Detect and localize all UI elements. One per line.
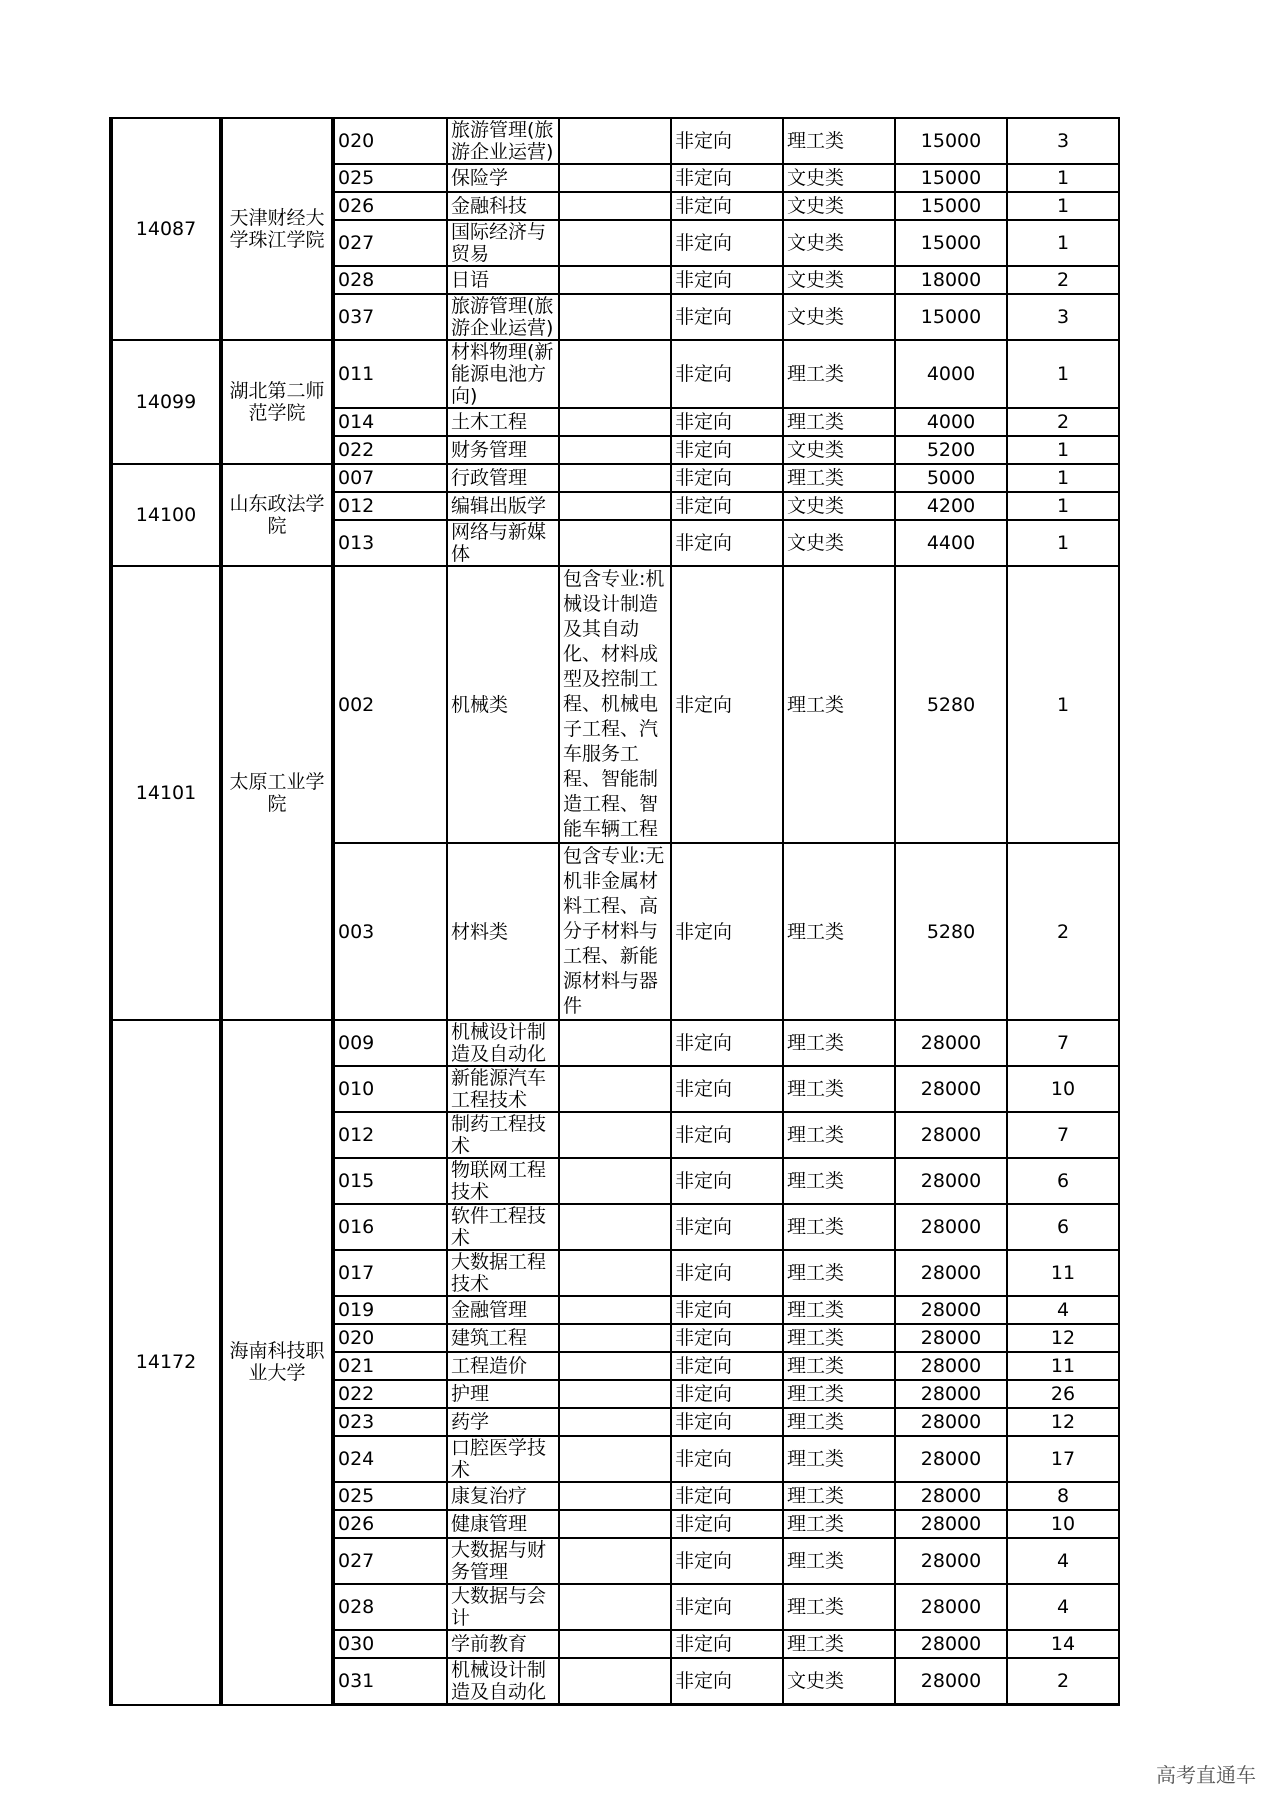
university-name-cell: 天津财经大学珠江学院 bbox=[221, 118, 333, 340]
enrollment-type-cell: 非定向 bbox=[671, 1296, 783, 1324]
plan-count-cell: 2 bbox=[1007, 408, 1119, 436]
subject-category-cell: 理工类 bbox=[783, 1584, 895, 1630]
tuition-fee-cell: 28000 bbox=[895, 1482, 1007, 1510]
major-name-cell: 网络与新媒体 bbox=[447, 520, 559, 566]
major-code-cell: 013 bbox=[333, 520, 447, 566]
major-code-cell: 016 bbox=[333, 1204, 447, 1250]
major-name-cell: 旅游管理(旅游企业运营) bbox=[447, 294, 559, 340]
major-note-cell bbox=[559, 1066, 671, 1112]
plan-count-cell: 7 bbox=[1007, 1020, 1119, 1066]
university-name-cell: 海南科技职业大学 bbox=[221, 1020, 333, 1705]
major-name-cell: 金融管理 bbox=[447, 1296, 559, 1324]
major-name-cell: 护理 bbox=[447, 1380, 559, 1408]
tuition-fee-cell: 15000 bbox=[895, 220, 1007, 266]
enrollment-type-cell: 非定向 bbox=[671, 1510, 783, 1538]
major-code-cell: 026 bbox=[333, 1510, 447, 1538]
major-name-cell: 软件工程技术 bbox=[447, 1204, 559, 1250]
university-code-cell: 14172 bbox=[111, 1020, 221, 1705]
major-code-cell: 007 bbox=[333, 464, 447, 492]
subject-category-cell: 文史类 bbox=[783, 436, 895, 464]
subject-category-cell: 理工类 bbox=[783, 1112, 895, 1158]
major-code-cell: 015 bbox=[333, 1158, 447, 1204]
enrollment-type-cell: 非定向 bbox=[671, 192, 783, 220]
major-code-cell: 009 bbox=[333, 1020, 447, 1066]
university-code-cell: 14087 bbox=[111, 118, 221, 340]
table-row bbox=[111, 1020, 1119, 1066]
major-name-cell: 行政管理 bbox=[447, 464, 559, 492]
major-code-cell: 024 bbox=[333, 1436, 447, 1482]
tuition-fee-cell: 18000 bbox=[895, 266, 1007, 294]
enrollment-type-cell: 非定向 bbox=[671, 1204, 783, 1250]
tuition-fee-cell: 28000 bbox=[895, 1658, 1007, 1705]
subject-category-cell: 理工类 bbox=[783, 1380, 895, 1408]
table-body bbox=[111, 118, 1119, 1705]
enrollment-type-cell: 非定向 bbox=[671, 1352, 783, 1380]
major-code-cell: 037 bbox=[333, 294, 447, 340]
university-name-cell: 山东政法学院 bbox=[221, 464, 333, 566]
plan-count-cell: 4 bbox=[1007, 1584, 1119, 1630]
major-note-cell bbox=[559, 266, 671, 294]
plan-count-cell: 6 bbox=[1007, 1204, 1119, 1250]
tuition-fee-cell: 5280 bbox=[895, 566, 1007, 843]
major-note-cell bbox=[559, 1204, 671, 1250]
major-note-cell bbox=[559, 520, 671, 566]
plan-count-cell: 14 bbox=[1007, 1630, 1119, 1658]
subject-category-cell: 文史类 bbox=[783, 164, 895, 192]
subject-category-cell: 文史类 bbox=[783, 192, 895, 220]
major-name-cell: 大数据工程技术 bbox=[447, 1250, 559, 1296]
table-row bbox=[111, 566, 1119, 843]
major-name-cell: 学前教育 bbox=[447, 1630, 559, 1658]
plan-count-cell: 26 bbox=[1007, 1380, 1119, 1408]
subject-category-cell: 文史类 bbox=[783, 520, 895, 566]
subject-category-cell: 文史类 bbox=[783, 220, 895, 266]
major-code-cell: 028 bbox=[333, 1584, 447, 1630]
subject-category-cell: 理工类 bbox=[783, 1250, 895, 1296]
enrollment-type-cell: 非定向 bbox=[671, 220, 783, 266]
plan-count-cell: 8 bbox=[1007, 1482, 1119, 1510]
tuition-fee-cell: 28000 bbox=[895, 1324, 1007, 1352]
tuition-fee-cell: 5280 bbox=[895, 843, 1007, 1020]
major-code-cell: 002 bbox=[333, 566, 447, 843]
enrollment-type-cell: 非定向 bbox=[671, 1436, 783, 1482]
enrollment-type-cell: 非定向 bbox=[671, 340, 783, 408]
tuition-fee-cell: 28000 bbox=[895, 1066, 1007, 1112]
major-note-cell bbox=[559, 1352, 671, 1380]
subject-category-cell: 理工类 bbox=[783, 1324, 895, 1352]
tuition-fee-cell: 28000 bbox=[895, 1204, 1007, 1250]
enrollment-type-cell: 非定向 bbox=[671, 266, 783, 294]
tuition-fee-cell: 5000 bbox=[895, 464, 1007, 492]
subject-category-cell: 理工类 bbox=[783, 1630, 895, 1658]
plan-count-cell: 3 bbox=[1007, 294, 1119, 340]
major-note-cell bbox=[559, 164, 671, 192]
plan-count-cell: 1 bbox=[1007, 520, 1119, 566]
tuition-fee-cell: 4400 bbox=[895, 520, 1007, 566]
subject-category-cell: 理工类 bbox=[783, 1066, 895, 1112]
enrollment-plan-table bbox=[109, 117, 1120, 1706]
plan-count-cell: 12 bbox=[1007, 1324, 1119, 1352]
major-name-cell: 旅游管理(旅游企业运营) bbox=[447, 118, 559, 164]
major-code-cell: 025 bbox=[333, 164, 447, 192]
major-code-cell: 027 bbox=[333, 1538, 447, 1584]
subject-category-cell: 理工类 bbox=[783, 1482, 895, 1510]
major-code-cell: 011 bbox=[333, 340, 447, 408]
major-note-cell bbox=[559, 220, 671, 266]
plan-count-cell: 11 bbox=[1007, 1352, 1119, 1380]
plan-count-cell: 1 bbox=[1007, 492, 1119, 520]
major-note-cell bbox=[559, 1510, 671, 1538]
major-note-cell bbox=[559, 1380, 671, 1408]
major-note-cell bbox=[559, 1112, 671, 1158]
subject-category-cell: 理工类 bbox=[783, 1510, 895, 1538]
tuition-fee-cell: 28000 bbox=[895, 1436, 1007, 1482]
subject-category-cell: 文史类 bbox=[783, 492, 895, 520]
major-name-cell: 土木工程 bbox=[447, 408, 559, 436]
major-code-cell: 012 bbox=[333, 1112, 447, 1158]
tuition-fee-cell: 28000 bbox=[895, 1380, 1007, 1408]
tuition-fee-cell: 15000 bbox=[895, 294, 1007, 340]
subject-category-cell: 理工类 bbox=[783, 1408, 895, 1436]
major-code-cell: 012 bbox=[333, 492, 447, 520]
plan-count-cell: 7 bbox=[1007, 1112, 1119, 1158]
major-name-cell: 物联网工程技术 bbox=[447, 1158, 559, 1204]
subject-category-cell: 理工类 bbox=[783, 1352, 895, 1380]
subject-category-cell: 理工类 bbox=[783, 464, 895, 492]
tuition-fee-cell: 28000 bbox=[895, 1538, 1007, 1584]
major-note-cell bbox=[559, 1538, 671, 1584]
major-note-cell bbox=[559, 1250, 671, 1296]
major-name-cell: 康复治疗 bbox=[447, 1482, 559, 1510]
plan-count-cell: 1 bbox=[1007, 192, 1119, 220]
plan-count-cell: 1 bbox=[1007, 164, 1119, 192]
major-name-cell: 财务管理 bbox=[447, 436, 559, 464]
table-row bbox=[111, 464, 1119, 492]
major-name-cell: 机械设计制造及自动化 bbox=[447, 1020, 559, 1066]
tuition-fee-cell: 28000 bbox=[895, 1584, 1007, 1630]
watermark-text: 高考直通车 bbox=[1156, 1763, 1256, 1787]
enrollment-type-cell: 非定向 bbox=[671, 164, 783, 192]
enrollment-type-cell: 非定向 bbox=[671, 1658, 783, 1705]
major-name-cell: 机械类 bbox=[447, 566, 559, 843]
major-code-cell: 019 bbox=[333, 1296, 447, 1324]
enrollment-type-cell: 非定向 bbox=[671, 408, 783, 436]
subject-category-cell: 理工类 bbox=[783, 340, 895, 408]
major-name-cell: 口腔医学技术 bbox=[447, 1436, 559, 1482]
tuition-fee-cell: 28000 bbox=[895, 1112, 1007, 1158]
major-code-cell: 028 bbox=[333, 266, 447, 294]
major-code-cell: 021 bbox=[333, 1352, 447, 1380]
enrollment-type-cell: 非定向 bbox=[671, 1250, 783, 1296]
major-code-cell: 017 bbox=[333, 1250, 447, 1296]
subject-category-cell: 理工类 bbox=[783, 1158, 895, 1204]
tuition-fee-cell: 28000 bbox=[895, 1250, 1007, 1296]
plan-count-cell: 1 bbox=[1007, 436, 1119, 464]
enrollment-type-cell: 非定向 bbox=[671, 436, 783, 464]
enrollment-type-cell: 非定向 bbox=[671, 1482, 783, 1510]
major-note-cell bbox=[559, 408, 671, 436]
enrollment-type-cell: 非定向 bbox=[671, 1066, 783, 1112]
enrollment-type-cell: 非定向 bbox=[671, 1408, 783, 1436]
major-note-cell bbox=[559, 1658, 671, 1705]
tuition-fee-cell: 4000 bbox=[895, 408, 1007, 436]
subject-category-cell: 理工类 bbox=[783, 408, 895, 436]
tuition-fee-cell: 28000 bbox=[895, 1020, 1007, 1066]
subject-category-cell: 理工类 bbox=[783, 1436, 895, 1482]
tuition-fee-cell: 5200 bbox=[895, 436, 1007, 464]
major-name-cell: 机械设计制造及自动化 bbox=[447, 1658, 559, 1705]
enrollment-type-cell: 非定向 bbox=[671, 1538, 783, 1584]
major-name-cell: 建筑工程 bbox=[447, 1324, 559, 1352]
major-name-cell: 保险学 bbox=[447, 164, 559, 192]
enrollment-type-cell: 非定向 bbox=[671, 1158, 783, 1204]
major-name-cell: 国际经济与贸易 bbox=[447, 220, 559, 266]
major-code-cell: 022 bbox=[333, 1380, 447, 1408]
plan-count-cell: 1 bbox=[1007, 220, 1119, 266]
major-name-cell: 材料物理(新能源电池方向) bbox=[447, 340, 559, 408]
major-note-cell bbox=[559, 1296, 671, 1324]
enrollment-type-cell: 非定向 bbox=[671, 1380, 783, 1408]
major-code-cell: 031 bbox=[333, 1658, 447, 1705]
subject-category-cell: 理工类 bbox=[783, 566, 895, 843]
enrollment-type-cell: 非定向 bbox=[671, 294, 783, 340]
major-note-cell bbox=[559, 192, 671, 220]
major-name-cell: 金融科技 bbox=[447, 192, 559, 220]
tuition-fee-cell: 28000 bbox=[895, 1158, 1007, 1204]
major-note-cell bbox=[559, 1408, 671, 1436]
university-code-cell: 14101 bbox=[111, 566, 221, 1020]
major-note-cell bbox=[559, 340, 671, 408]
enrollment-type-cell: 非定向 bbox=[671, 118, 783, 164]
major-name-cell: 大数据与财务管理 bbox=[447, 1538, 559, 1584]
plan-count-cell: 4 bbox=[1007, 1296, 1119, 1324]
major-code-cell: 010 bbox=[333, 1066, 447, 1112]
plan-count-cell: 1 bbox=[1007, 340, 1119, 408]
major-note-cell bbox=[559, 1482, 671, 1510]
major-code-cell: 014 bbox=[333, 408, 447, 436]
major-code-cell: 020 bbox=[333, 118, 447, 164]
major-note-cell bbox=[559, 464, 671, 492]
major-code-cell: 025 bbox=[333, 1482, 447, 1510]
enrollment-type-cell: 非定向 bbox=[671, 1112, 783, 1158]
major-code-cell: 020 bbox=[333, 1324, 447, 1352]
plan-count-cell: 6 bbox=[1007, 1158, 1119, 1204]
table-row bbox=[111, 118, 1119, 164]
subject-category-cell: 文史类 bbox=[783, 294, 895, 340]
tuition-fee-cell: 15000 bbox=[895, 118, 1007, 164]
subject-category-cell: 理工类 bbox=[783, 1538, 895, 1584]
enrollment-type-cell: 非定向 bbox=[671, 843, 783, 1020]
enrollment-type-cell: 非定向 bbox=[671, 520, 783, 566]
tuition-fee-cell: 28000 bbox=[895, 1510, 1007, 1538]
major-code-cell: 026 bbox=[333, 192, 447, 220]
enrollment-type-cell: 非定向 bbox=[671, 492, 783, 520]
tuition-fee-cell: 15000 bbox=[895, 164, 1007, 192]
major-note-cell bbox=[559, 1630, 671, 1658]
enrollment-type-cell: 非定向 bbox=[671, 464, 783, 492]
subject-category-cell: 文史类 bbox=[783, 266, 895, 294]
plan-count-cell: 2 bbox=[1007, 1658, 1119, 1705]
major-note-cell bbox=[559, 492, 671, 520]
tuition-fee-cell: 4000 bbox=[895, 340, 1007, 408]
plan-count-cell: 10 bbox=[1007, 1066, 1119, 1112]
major-name-cell: 制药工程技术 bbox=[447, 1112, 559, 1158]
major-note-cell bbox=[559, 1020, 671, 1066]
plan-count-cell: 4 bbox=[1007, 1538, 1119, 1584]
major-note-cell: 包含专业:机械设计制造及其自动化、材料成型及控制工程、机械电子工程、汽车服务工程、智能制造工程、智能车辆工程 bbox=[559, 566, 671, 843]
major-code-cell: 003 bbox=[333, 843, 447, 1020]
major-note-cell bbox=[559, 1436, 671, 1482]
subject-category-cell: 理工类 bbox=[783, 843, 895, 1020]
plan-count-cell: 2 bbox=[1007, 843, 1119, 1020]
tuition-fee-cell: 28000 bbox=[895, 1408, 1007, 1436]
tuition-fee-cell: 4200 bbox=[895, 492, 1007, 520]
major-name-cell: 工程造价 bbox=[447, 1352, 559, 1380]
enrollment-type-cell: 非定向 bbox=[671, 1630, 783, 1658]
enrollment-type-cell: 非定向 bbox=[671, 1324, 783, 1352]
major-code-cell: 027 bbox=[333, 220, 447, 266]
major-code-cell: 030 bbox=[333, 1630, 447, 1658]
tuition-fee-cell: 28000 bbox=[895, 1630, 1007, 1658]
subject-category-cell: 文史类 bbox=[783, 1658, 895, 1705]
major-note-cell bbox=[559, 1324, 671, 1352]
subject-category-cell: 理工类 bbox=[783, 1020, 895, 1066]
plan-count-cell: 17 bbox=[1007, 1436, 1119, 1482]
plan-count-cell: 11 bbox=[1007, 1250, 1119, 1296]
subject-category-cell: 理工类 bbox=[783, 1204, 895, 1250]
enrollment-type-cell: 非定向 bbox=[671, 566, 783, 843]
subject-category-cell: 理工类 bbox=[783, 1296, 895, 1324]
university-name-cell: 湖北第二师范学院 bbox=[221, 340, 333, 464]
subject-category-cell: 理工类 bbox=[783, 118, 895, 164]
major-code-cell: 023 bbox=[333, 1408, 447, 1436]
plan-count-cell: 1 bbox=[1007, 464, 1119, 492]
plan-count-cell: 10 bbox=[1007, 1510, 1119, 1538]
major-note-cell bbox=[559, 1158, 671, 1204]
tuition-fee-cell: 15000 bbox=[895, 192, 1007, 220]
major-name-cell: 药学 bbox=[447, 1408, 559, 1436]
major-name-cell: 新能源汽车工程技术 bbox=[447, 1066, 559, 1112]
major-note-cell bbox=[559, 1584, 671, 1630]
table-row bbox=[111, 340, 1119, 408]
major-note-cell bbox=[559, 436, 671, 464]
major-name-cell: 材料类 bbox=[447, 843, 559, 1020]
enrollment-type-cell: 非定向 bbox=[671, 1584, 783, 1630]
major-code-cell: 022 bbox=[333, 436, 447, 464]
major-name-cell: 大数据与会计 bbox=[447, 1584, 559, 1630]
plan-count-cell: 12 bbox=[1007, 1408, 1119, 1436]
major-name-cell: 日语 bbox=[447, 266, 559, 294]
enrollment-type-cell: 非定向 bbox=[671, 1020, 783, 1066]
tuition-fee-cell: 28000 bbox=[895, 1352, 1007, 1380]
major-note-cell bbox=[559, 118, 671, 164]
major-note-cell: 包含专业:无机非金属材料工程、高分子材料与工程、新能源材料与器件 bbox=[559, 843, 671, 1020]
major-name-cell: 健康管理 bbox=[447, 1510, 559, 1538]
university-code-cell: 14100 bbox=[111, 464, 221, 566]
plan-count-cell: 2 bbox=[1007, 266, 1119, 294]
plan-count-cell: 1 bbox=[1007, 566, 1119, 843]
university-name-cell: 太原工业学院 bbox=[221, 566, 333, 1020]
tuition-fee-cell: 28000 bbox=[895, 1296, 1007, 1324]
major-name-cell: 编辑出版学 bbox=[447, 492, 559, 520]
plan-count-cell: 3 bbox=[1007, 118, 1119, 164]
major-note-cell bbox=[559, 294, 671, 340]
university-code-cell: 14099 bbox=[111, 340, 221, 464]
